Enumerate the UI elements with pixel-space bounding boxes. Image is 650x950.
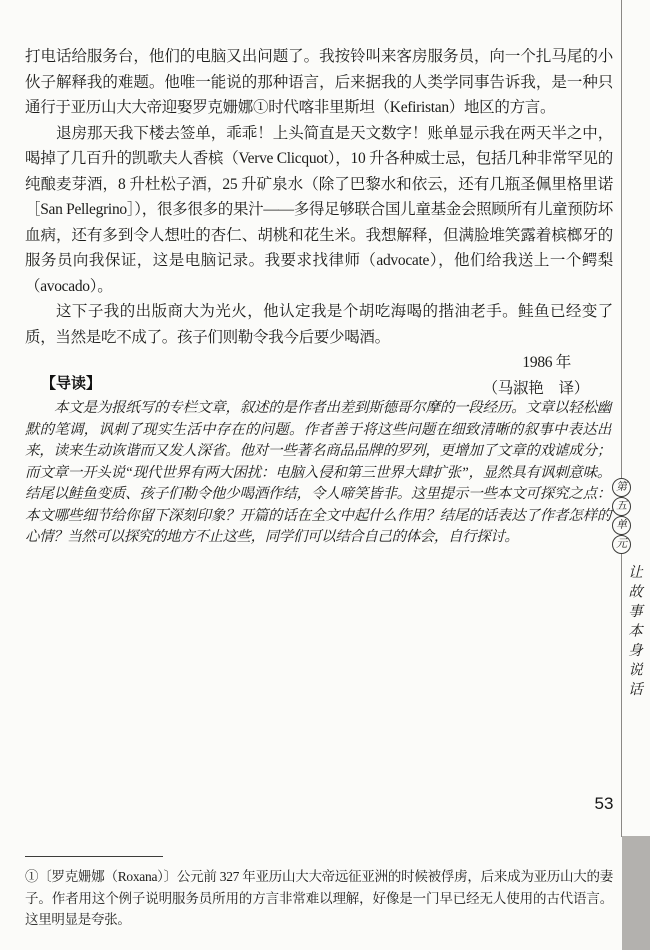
- article-paragraph: 退房那天我下楼去签单，乖乖！上头简直是天文数字！账单显示我在两天半之中，喝掉了几百升的凯歌夫人香槟（Verve Clicquot），10 升各种威士忌，包括几种非常罕见的纯酿麦芽酒，8 升杜松子酒，25 升矿泉水（除了巴黎水和依云，还有几瓶圣佩里格里诺［San Pellegrino］），很多很多的果汁——多得足够联合国儿童基金会照顾所有儿童预防坏血病，还有多到令人想吐的杏仁、胡桃和花生米。我想解释，但满脸堆笑露着槟榔牙的服务员向我保证，这是电脑记录。我要求找律师（advocate），他们给我送上一个鳄梨（avocado）。: [25, 124, 613, 295]
- unit-title-vertical: 让故事本身说话: [624, 563, 645, 702]
- article-body: [25, 44, 613, 401]
- article-paragraph: 打电话给服务台，他们的电脑又出问题了。我按铃叫来客房服务员，向一个扎马尾的小伙子解释我的难题。他唯一能说的那种语言，后来据我的人类学同事告诉我，是一种只通行于亚历山大大帝迎娶罗克姗娜①时代喀非里斯坦（Kefiristan）地区的方言。: [25, 48, 613, 116]
- unit-badge-char: 第: [612, 478, 631, 497]
- unit-badge-char: 单: [612, 516, 631, 535]
- unit-badge-char: 五: [612, 497, 631, 516]
- unit-badge-char: 元: [612, 535, 631, 554]
- sidebar-rule: [621, 0, 622, 837]
- guide-text: 本文是为报纸写的专栏文章，叙述的是作者出差到斯德哥尔摩的一段经历。文章以轻松幽默的笔调，讽刺了现实生活中存在的问题。作者善于将这些问题在细致清晰的叙事中表达出来，读来生动诙谐而又发人深省。他对一些著名商品品牌的罗列，更增加了文章的戏谑成分；而文章一开头说“现代世界有两大困扰：电脑入侵和第三世界大肆扩张”，显然具有讽刺意味。结尾以鲑鱼变质、孩子们勒令他少喝酒作结，令人啼笑皆非。这里提示一些本文可探究之点：本文哪些细节给你留下深刻印象？开篇的话在全文中起什么作用？结尾的话表达了作者怎样的心情？当然可以探究的地方不止这些，同学们可以结合自己的体会，自行探讨。: [25, 400, 611, 545]
- page-number: 53: [594, 794, 614, 813]
- reading-guide-section: [25, 372, 611, 549]
- article-paragraph: 这下子我的出版商大为光火，他认定我是个胡吃海喝的揩油老手。鲑鱼已经变了质，当然是吃不成了。孩子们则勒令我今后要少喝酒。: [25, 303, 613, 346]
- article-translator: （马淑艳 译）: [482, 379, 589, 397]
- footnote-divider: [25, 856, 163, 857]
- article-date: 1986 年: [522, 354, 571, 371]
- footnote-text: ①〔罗克姗娜（Roxana）〕公元前 327 年亚历山大大帝远征亚洲的时候被俘虏，后来成为亚历山大的妻子。作者用这个例子说明服务员所用的方言非常难以理解，好像是一门早已经无人使用的古代语言。这里明显是夸张。: [25, 869, 613, 927]
- page-edge-tab: [622, 836, 650, 950]
- guide-label: 【导读】: [41, 375, 102, 392]
